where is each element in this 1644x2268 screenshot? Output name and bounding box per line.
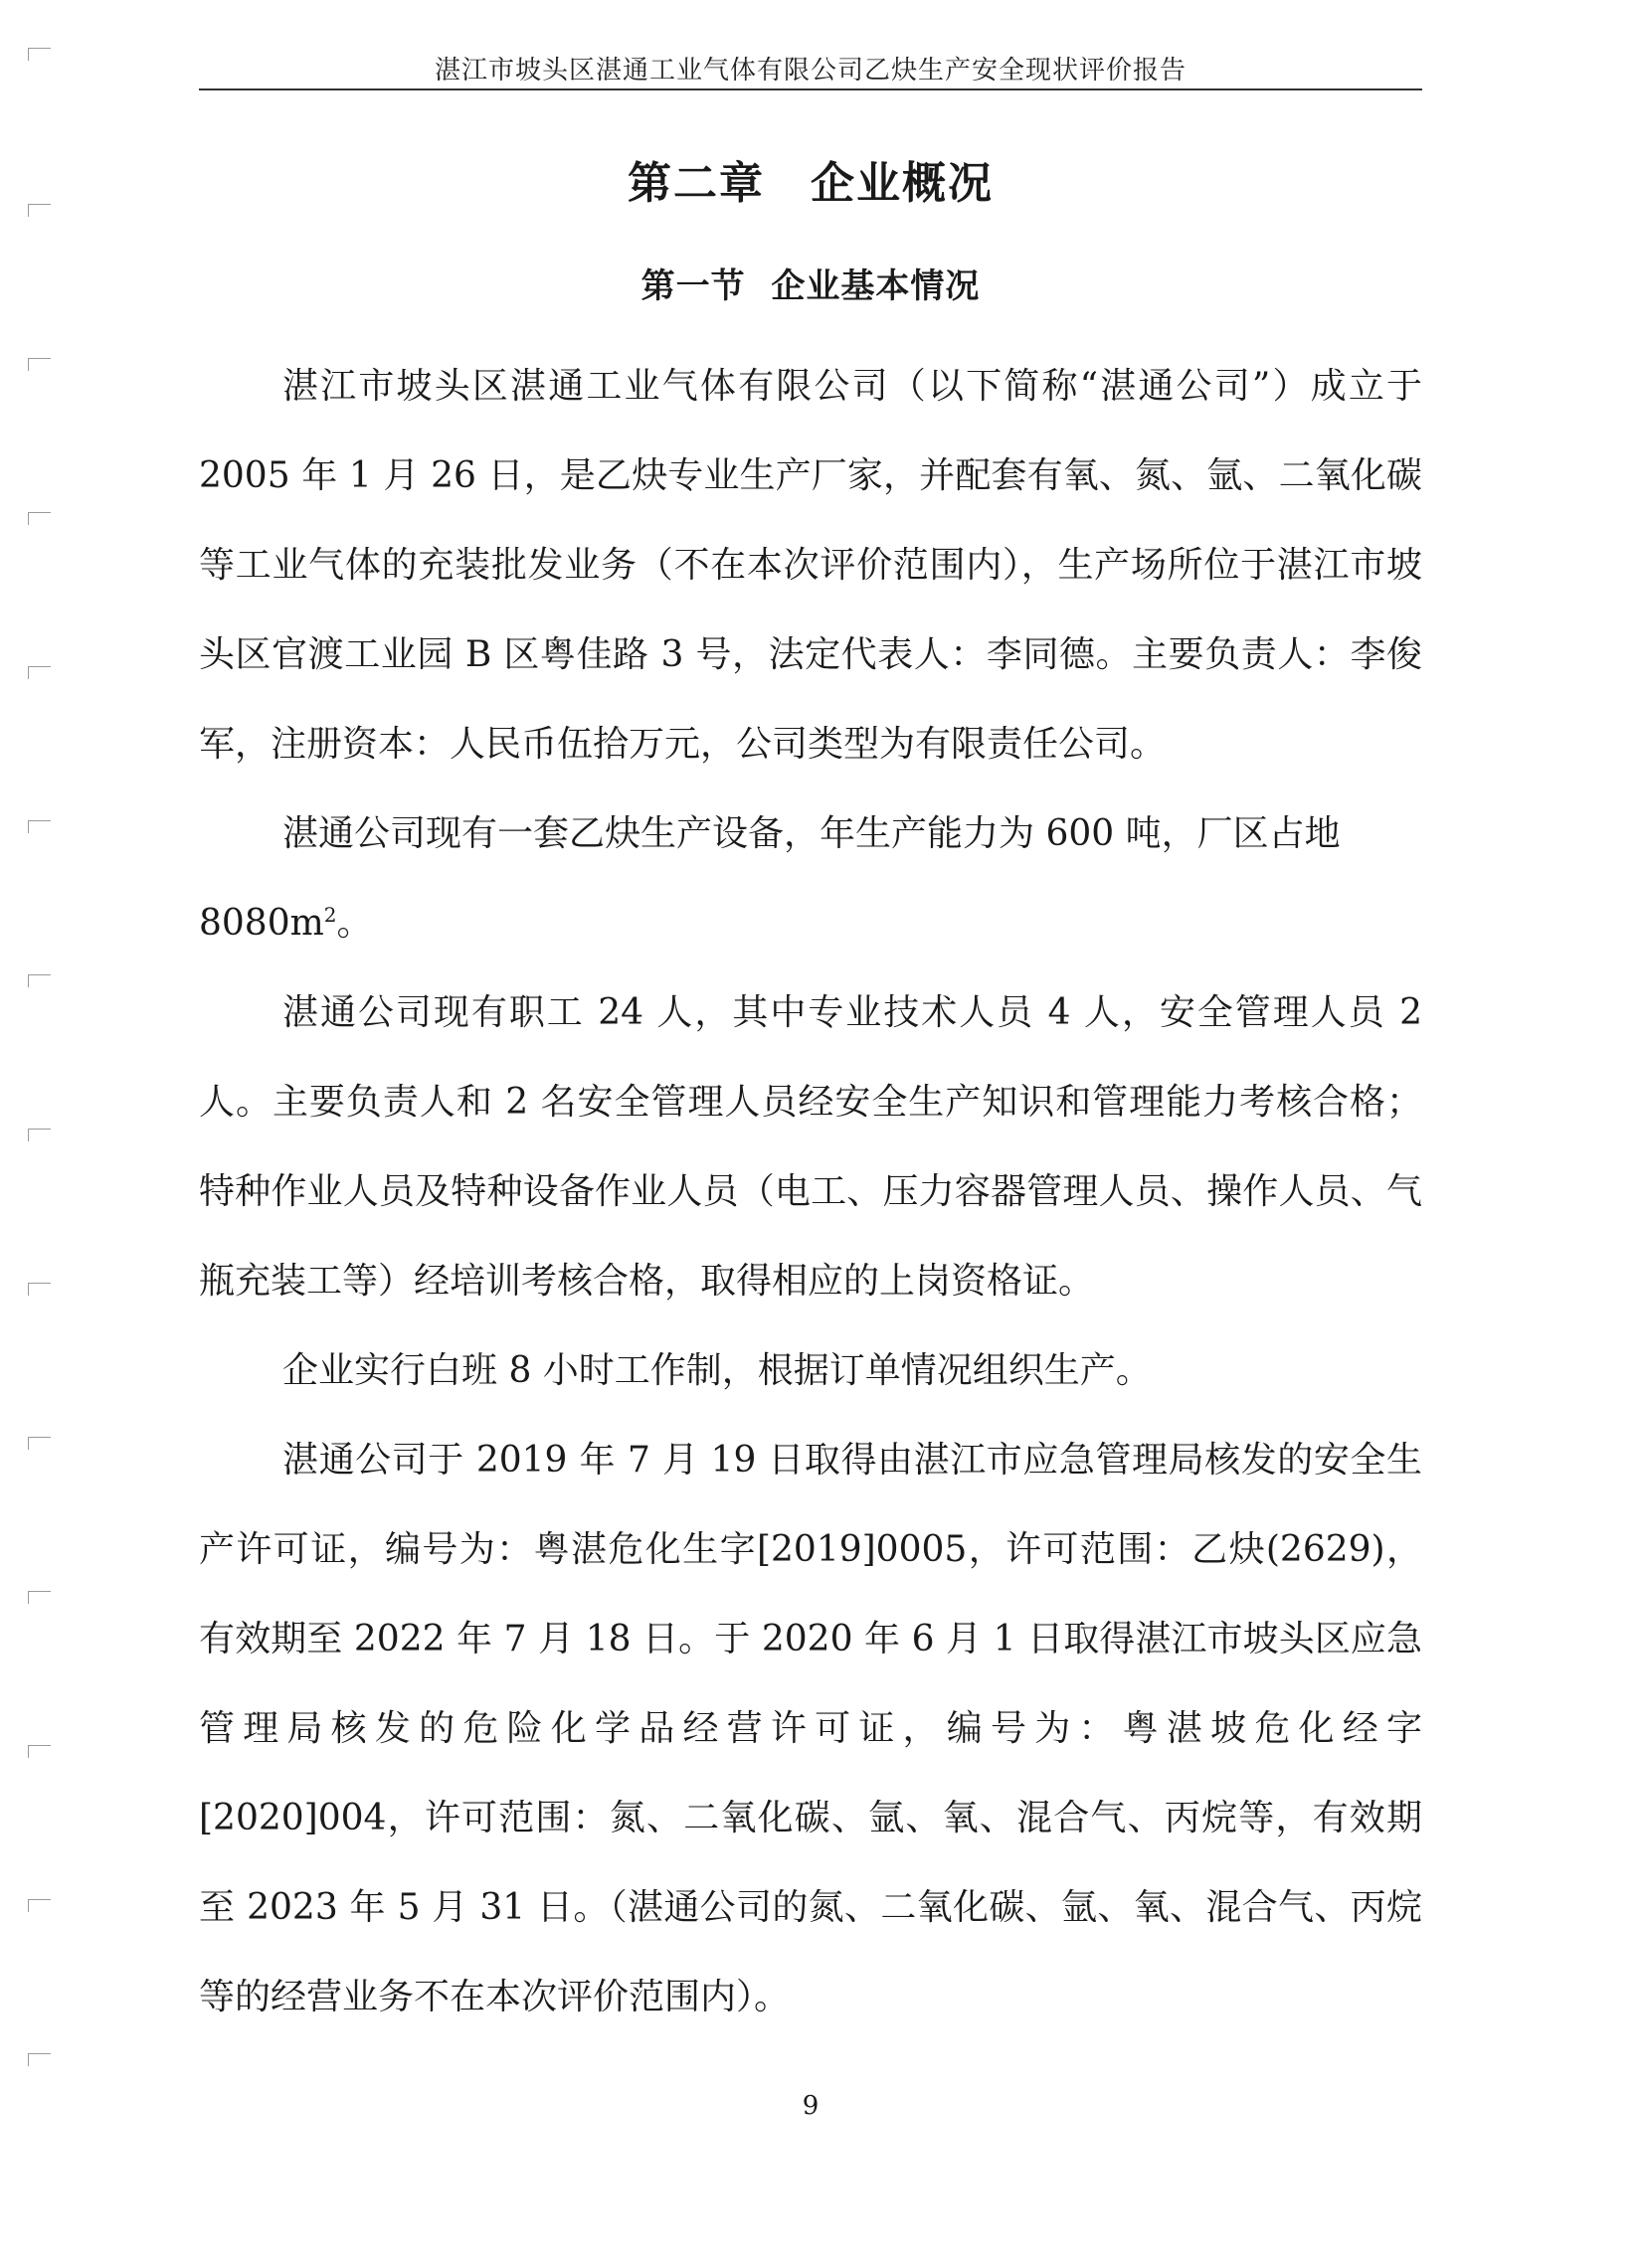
running-header: 湛江市坡头区湛通工业气体有限公司乙炔生产安全现状评价报告 bbox=[434, 56, 1187, 86]
binding-mark bbox=[28, 48, 51, 61]
binding-mark bbox=[28, 358, 51, 371]
binding-mark bbox=[28, 2053, 51, 2066]
binding-mark bbox=[28, 1283, 51, 1296]
binding-mark bbox=[28, 1899, 51, 1912]
paragraph-staff: 湛通公司现有职工 24 人，其中专业技术人员 4 人，安全管理人员 2 人。主要负责人和 2 名安全管理人员经安全生产知识和管理能力考核合格；特种作业人员及特种设备作业人员（电工、压力容器管理人员、操作人员、气瓶充装工等）经培训考核合格，取得相应的上岗资格证。 bbox=[199, 992, 1422, 1302]
binding-mark bbox=[28, 974, 51, 987]
body-text bbox=[199, 342, 1422, 2042]
binding-mark bbox=[28, 1129, 51, 1141]
area-superscript: 2 bbox=[323, 903, 337, 927]
area-suffix: 。 bbox=[336, 903, 373, 944]
page-number: 9 bbox=[802, 2091, 820, 2121]
binding-mark bbox=[28, 1591, 51, 1604]
header-divider bbox=[199, 88, 1422, 90]
section-title: 第一节 企业基本情况 bbox=[640, 266, 981, 306]
capacity-text: 湛通公司现有一套乙炔生产设备，年生产能力为 600 吨，厂区占地 bbox=[282, 813, 1341, 854]
binding-mark bbox=[28, 1745, 51, 1758]
binding-mark bbox=[28, 820, 51, 833]
paragraph-capacity bbox=[199, 789, 1422, 968]
binding-mark bbox=[28, 204, 51, 217]
paragraph-licenses: 湛通公司于 2019 年 7 月 19 日取得由湛江市应急管理局核发的安全生产许可证，编号为：粤湛危化生字[2019]0005，许可范围：乙炔(2629)，有效期至 2022 年 7 月 18 日。于 2020 年 6 月 1 日取得湛江市坡头区应急管理局核发的危险化学品经营许可证，编号为：粤湛坡危化经字[2020]004，许可范围：氮、二氧化碳、氩、氧、混合气、丙烷等，有效期至 2023 年 5 月 31 日。（湛通公司的氮、二氧化碳、氩、氧、混合气、丙烷等的经营业务不在本次评价范围内）。 bbox=[199, 1440, 1422, 2017]
paragraph-company-info: 湛江市坡头区湛通工业气体有限公司（以下简称“湛通公司”）成立于 2005 年 1 月 26 日，是乙炔专业生产厂家，并配套有氧、氮、氩、二氧化碳等工业气体的充装批发业务（不在本次评价范围内），生产场所位于湛江市坡头区官渡工业园 B 区粤佳路 3 号，法定代表人：李同德。主要负责人：李俊军，注册资本：人民币伍拾万元，公司类型为有限责任公司。 bbox=[199, 366, 1422, 765]
chapter-title: 第二章 企业概况 bbox=[628, 158, 994, 209]
binding-mark bbox=[28, 512, 51, 525]
area-value: 8080m bbox=[199, 903, 324, 944]
binding-mark bbox=[28, 666, 51, 679]
binding-mark bbox=[28, 1437, 51, 1450]
paragraph-work-schedule: 企业实行白班 8 小时工作制，根据订单情况组织生产。 bbox=[282, 1350, 1152, 1391]
